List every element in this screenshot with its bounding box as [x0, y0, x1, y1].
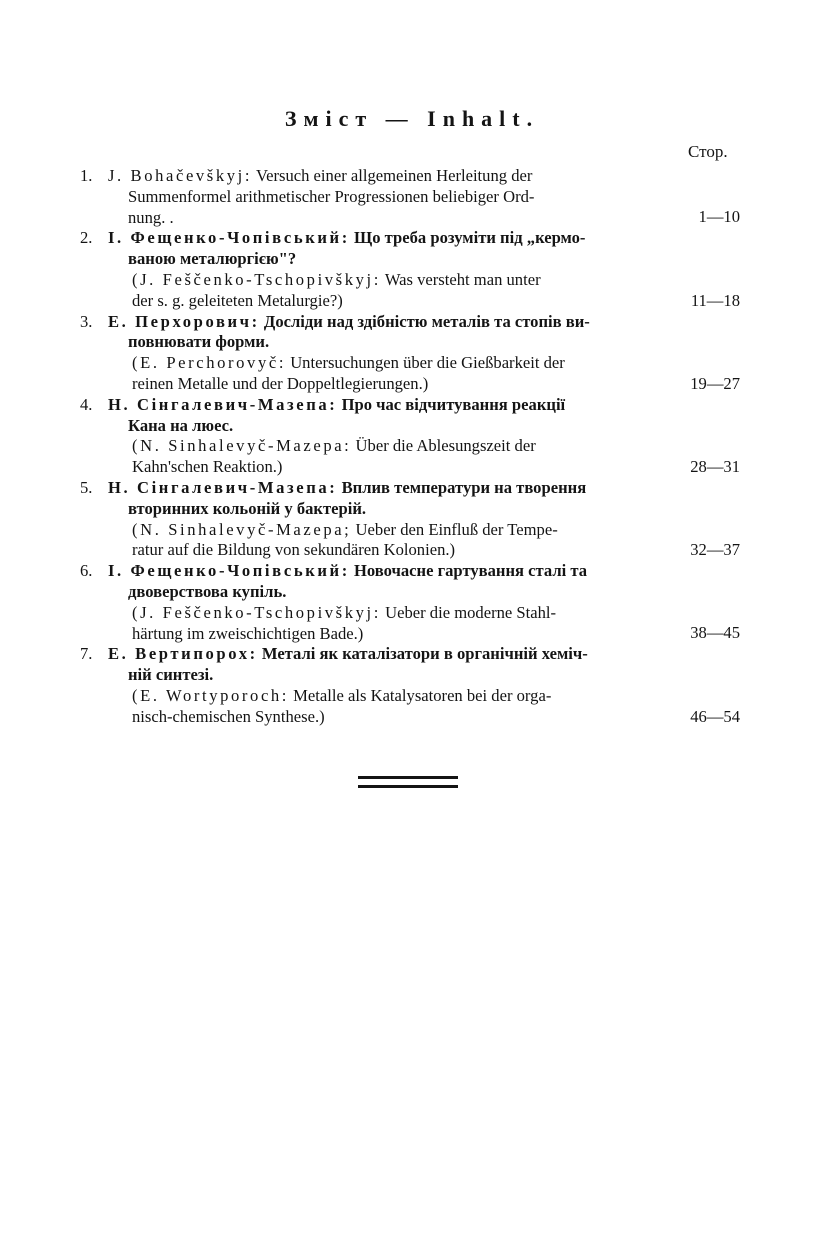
toc-entry	[80, 644, 740, 727]
double-rule-bottom	[358, 785, 458, 788]
translation-title-line: reinen Metalle und der Doppeltlegierungen.)	[132, 373, 429, 393]
entry-pages: 11—18	[690, 290, 740, 310]
toc-entry	[80, 395, 740, 478]
entry-translation	[80, 436, 652, 478]
entry-title-line: ваною металюргією"?	[128, 249, 297, 269]
entry-translation	[80, 270, 652, 312]
page-title: Зміст — Inhalt.	[284, 106, 540, 131]
entry-main	[80, 228, 656, 270]
translation-author: (E. Wortyporoch:	[132, 685, 290, 705]
entry-title-line: Вплив температури на творення	[341, 477, 587, 497]
entry-author: Е. Вертипорох:	[108, 644, 258, 664]
toc-entry	[80, 228, 740, 311]
translation-title-line: ratur auf die Bildung von sekundären Kolonien.)	[132, 540, 456, 560]
toc-entry	[80, 312, 740, 395]
translation-author: (J. Feščenko-Tschopivškyj:	[132, 602, 381, 622]
entry-pages: 38—45	[690, 623, 740, 643]
pages-column-header: Стор.	[688, 142, 728, 161]
translation-author: (N. Sinhalevyč-Mazepa:	[132, 436, 352, 456]
translation-title-line: der s. g. geleiteten Metalurgie?)	[132, 290, 343, 310]
entry-author: Н. Сінгалевич-Мазепа:	[108, 394, 338, 414]
double-rule-top	[358, 776, 458, 779]
entry-number: 6.	[80, 561, 93, 581]
entry-main	[80, 312, 656, 354]
entry-author: І. Фещенко-Чопівський:	[108, 228, 350, 248]
translation-title-line: Ueber den Einfluß der Tempe-	[355, 519, 558, 539]
translation-author: (J. Feščenko-Tschopivškyj:	[132, 269, 381, 289]
entry-title-line: вторинних кольоній у бактерій.	[128, 498, 367, 518]
entry-title-line: повнювати форми.	[128, 332, 270, 352]
entry-number: 2.	[80, 228, 93, 248]
entry-title-line: Про час відчитування реакції	[341, 394, 566, 414]
toc-entry	[80, 561, 740, 644]
translation-title-line: Über die Ablesungszeit der	[355, 436, 536, 456]
entry-translation	[80, 353, 652, 395]
entry-translation	[80, 686, 652, 728]
entry-title-line: двоверствова купіль.	[128, 581, 287, 601]
entry-number: 5.	[80, 477, 93, 497]
entry-number: 3.	[80, 311, 93, 331]
entry-translation	[80, 603, 652, 645]
entry-pages: 1—10	[698, 207, 740, 227]
entry-title-line: Металі як каталізатори в органічній хеміч-	[261, 644, 588, 664]
toc-entry	[80, 166, 740, 228]
entry-pages: 19—27	[690, 373, 740, 393]
translation-title-line: Ueber die moderne Stahl-	[385, 602, 557, 622]
entry-title-line: Summenformel arithmetischer Progressionen beliebiger Ord-	[128, 186, 535, 206]
entry-number: 1.	[80, 166, 93, 185]
translation-title-line: nisch-chemischen Synthese.)	[132, 706, 325, 726]
entry-main	[80, 166, 656, 228]
entry-pages: 28—31	[690, 456, 740, 476]
entry-title-line: Кана на люес.	[128, 415, 234, 435]
entry-main	[80, 561, 656, 603]
entry-title-line: Versuch einer allgemeinen Herleitung der	[255, 166, 533, 185]
entry-number: 7.	[80, 644, 93, 664]
table-of-contents	[80, 166, 740, 728]
entry-author: Н. Сінгалевич-Мазепа:	[108, 477, 338, 497]
entry-title-line: Новочасне гартування сталі та	[354, 561, 588, 581]
translation-title-line: Kahn'schen Reaktion.)	[132, 457, 283, 477]
entry-translation	[80, 520, 652, 562]
translation-title-line: Untersuchungen über die Gießbarkeit der	[290, 353, 565, 373]
entry-number: 4.	[80, 394, 93, 414]
translation-title-line: Metalle als Katalysatoren bei der orga-	[293, 685, 552, 705]
translation-author: (E. Perchorovyč:	[132, 353, 287, 373]
entry-title-line: Що треба розуміти під „кермо-	[354, 228, 586, 248]
translation-title-line: härtung im zweischichtigen Bade.)	[132, 623, 364, 643]
translation-title-line: Was versteht man unter	[384, 269, 541, 289]
entry-title-line: ній синтезі.	[128, 665, 214, 685]
entry-author: J. Bohačevškyj:	[108, 166, 253, 185]
translation-author: (N. Sinhalevyč-Mazepa;	[132, 519, 352, 539]
entry-author: І. Фещенко-Чопівський:	[108, 561, 350, 581]
entry-pages: 32—37	[690, 540, 740, 560]
entry-title-line: Досліди над здібністю металів та стопів ви-	[263, 311, 590, 331]
toc-entry	[80, 478, 740, 561]
entry-pages: 46—54	[690, 706, 740, 726]
entry-main	[80, 644, 656, 686]
entry-author: Е. Перхорович:	[108, 311, 260, 331]
entry-main	[80, 478, 656, 520]
entry-title-line: nung. .	[128, 207, 174, 227]
entry-main	[80, 395, 656, 437]
